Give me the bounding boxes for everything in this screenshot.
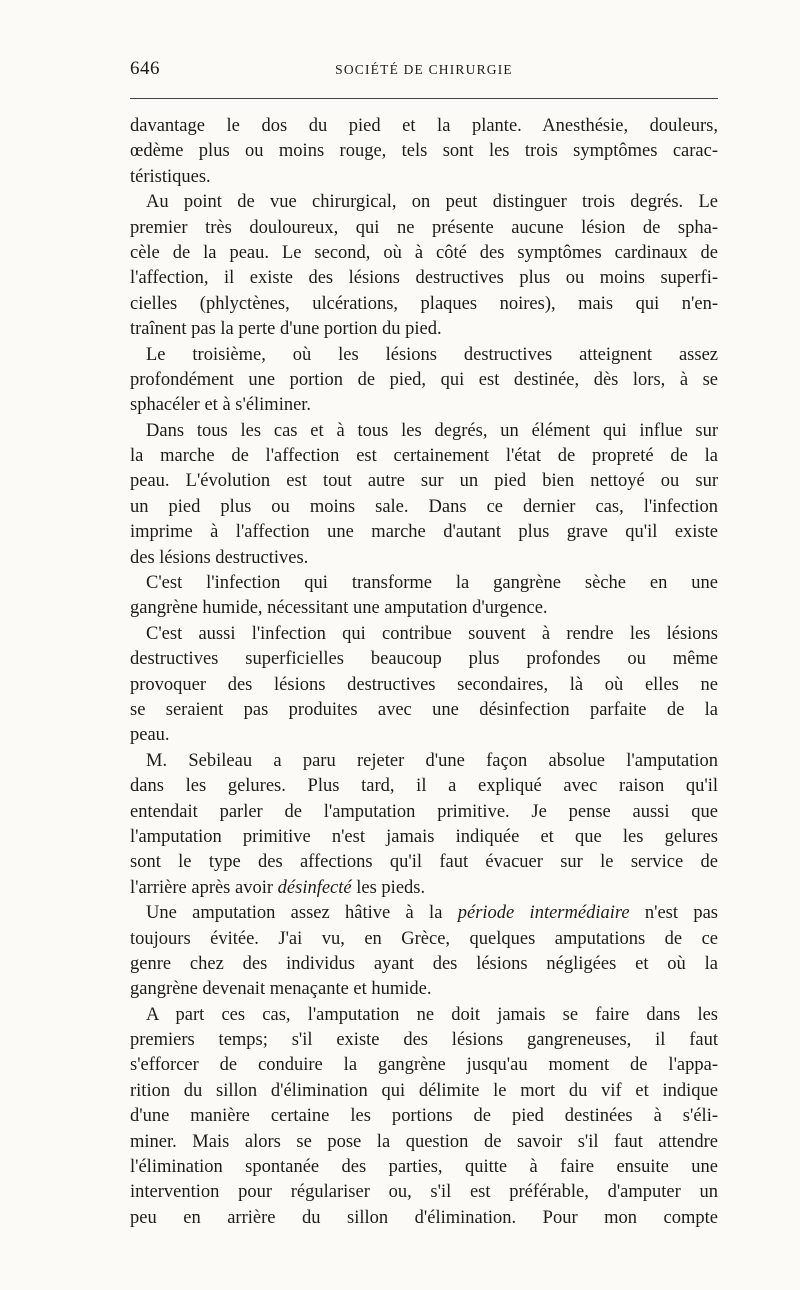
italic-text: période intermédiaire: [457, 903, 630, 924]
text-line: peu en arrière du sillon d'élimination. Pour mon compte: [130, 1207, 718, 1228]
text-line: A part ces cas, l'amputation ne doit jamais se faire dans les: [146, 1004, 718, 1025]
text-line: un pied plus ou moins sale. Dans ce dernier cas, l'infection: [130, 496, 718, 517]
text-line: imprime à l'affection une marche d'autant plus grave qu'il existe: [130, 522, 718, 543]
page-number: 646: [130, 58, 160, 79]
text-line: traînent pas la perte d'une portion du pied.: [130, 319, 442, 340]
text-line: Au point de vue chirurgical, on peut distinguer trois degrés. Le: [146, 192, 718, 213]
text-line: C'est aussi l'infection qui contribue souvent à rendre les lésions: [146, 623, 718, 644]
text-line: Dans tous les cas et à tous les degrés, un élément qui influe sur: [146, 420, 718, 441]
text-line: peau.: [130, 725, 170, 746]
text-line: gangrène devenait menaçante et humide.: [130, 979, 432, 1000]
paragraph: [130, 622, 718, 749]
text-line: rition du sillon d'élimination qui délimite le mort du vif et indique: [130, 1080, 718, 1101]
text-line: Le troisième, où les lésions destructives atteignent assez: [146, 344, 718, 365]
text-line: intervention pour régulariser ou, s'il est préférable, d'amputer un: [130, 1182, 718, 1203]
paragraph: [130, 343, 718, 419]
paragraph: [130, 419, 718, 571]
text-line: la marche de l'affection est certainement l'état de propreté de la: [130, 446, 718, 467]
paragraph: [130, 1003, 718, 1232]
text-line: l'amputation primitive n'est jamais indiquée et que les gelures: [130, 826, 718, 847]
text-run: Une amputation assez hâtive à la: [146, 903, 458, 924]
text-run: n'est pas: [629, 903, 718, 924]
header-rule: [130, 98, 718, 99]
text-line: sphacéler et à s'éliminer.: [130, 395, 312, 416]
text-line: destructives superficielles beaucoup plus profondes ou même: [130, 649, 718, 670]
text-line: davantage le dos du pied et la plante. Anesthésie, douleurs,: [130, 116, 718, 136]
text-line: dans les gelures. Plus tard, il a expliqué avec raison qu'il: [130, 776, 718, 797]
text-line: œdème plus ou moins rouge, tels sont les trois symptômes carac-: [130, 141, 718, 162]
text-line: d'une manière certaine les portions de pied destinées à s'éli-: [130, 1106, 718, 1127]
text-run: les pieds.: [351, 877, 426, 898]
text-run: l'arrière après avoir: [130, 877, 278, 898]
text-line: miner. Mais alors se pose la question de savoir s'il faut attendre: [130, 1131, 718, 1152]
text-line: [130, 901, 718, 926]
text-line: M. Sebileau a paru rejeter d'une façon absolue l'amputation: [146, 750, 718, 771]
text-line: cielles (phlyctènes, ulcérations, plaques noires), mais qui n'en-: [130, 293, 718, 314]
text-line: téristiques.: [130, 166, 211, 187]
text-line: premiers temps; s'il existe des lésions gangreneuses, il faut: [130, 1030, 718, 1051]
text-line: genre chez des individus ayant des lésions négligées et où la: [130, 953, 718, 974]
text-line: [130, 876, 718, 901]
paragraph: [130, 901, 718, 1003]
text-line: s'efforcer de conduire la gangrène jusqu'au moment de l'appa-: [130, 1055, 718, 1076]
text-line: entendait parler de l'amputation primitive. Je pense aussi que: [130, 801, 718, 822]
text-line: profondément une portion de pied, qui est destinée, dès lors, à se: [130, 369, 718, 390]
paragraph: [130, 190, 718, 342]
text-line: l'élimination spontanée des parties, quitte à faire ensuite une: [130, 1157, 718, 1178]
paragraph: [130, 114, 718, 190]
italic-text: désinfecté: [277, 877, 352, 898]
paragraph: [130, 749, 718, 901]
running-head: SOCIÉTÉ DE CHIRURGIE: [335, 62, 513, 77]
paragraph: [130, 571, 718, 622]
text-line: des lésions destructives.: [130, 547, 309, 568]
text-line: toujours évitée. J'ai vu, en Grèce, quelques amputations de ce: [130, 928, 718, 949]
text-line: l'affection, il existe des lésions destructives plus ou moins superfi-: [130, 268, 718, 289]
page-header: [130, 58, 718, 82]
text-line: sont le type des affections qu'il faut évacuer sur le service de: [130, 852, 718, 873]
text-line: C'est l'infection qui transforme la gangrène sèche en une: [146, 573, 718, 594]
text-line: se seraient pas produites avec une désinfection parfaite de la: [130, 699, 718, 720]
text-line: provoquer des lésions destructives secondaires, là où elles ne: [130, 674, 718, 695]
text-line: cèle de la peau. Le second, où à côté des symptômes cardinaux de: [130, 242, 718, 263]
text-line: premier très douloureux, qui ne présente aucune lésion de spha-: [130, 217, 718, 238]
text-line: peau. L'évolution est tout autre sur un pied bien nettoyé ou sur: [130, 471, 718, 492]
body-text: [130, 114, 718, 1231]
text-line: gangrène humide, nécessitant une amputation d'urgence.: [130, 598, 548, 619]
